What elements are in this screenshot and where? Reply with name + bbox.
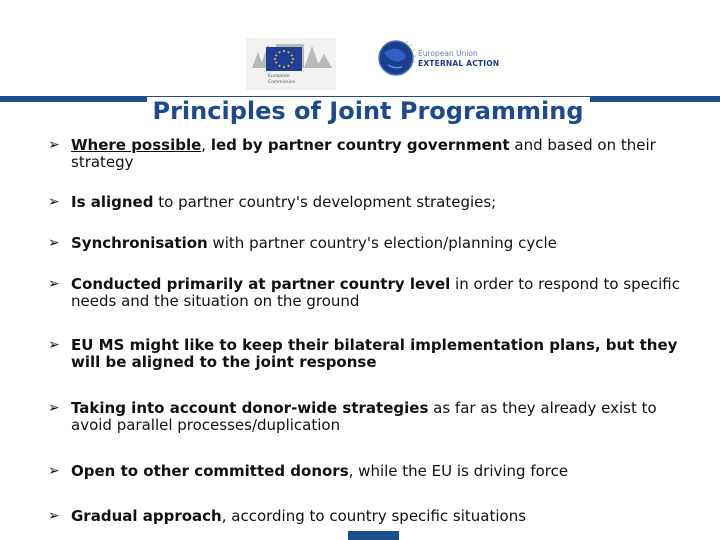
list-item [48, 194, 688, 211]
list-item [48, 276, 688, 310]
european-commission-logo [246, 38, 336, 90]
bullet-emphasis: Is aligned [71, 193, 154, 211]
bullet-text [71, 337, 688, 371]
bullet-text [71, 235, 688, 252]
arrow-bullet-icon: ➢ [48, 463, 60, 479]
bullet-rest: , according to country specific situations [221, 507, 527, 525]
bullet-rest: and based on their strategy [71, 136, 656, 171]
bullet-emphasis: led by partner country government [210, 136, 510, 154]
bullet-emphasis: EU MS might like to keep their bilateral implementation plans, but they will be aligned to the joint response [71, 336, 678, 371]
arrow-bullet-icon: ➢ [48, 337, 60, 353]
bullet-emphasis: Taking into account donor-wide strategies [71, 399, 429, 417]
footer-tab [348, 531, 399, 540]
arrow-bullet-icon: ➢ [48, 508, 60, 524]
bullet-text [71, 508, 688, 525]
bullet-rest: , [201, 136, 211, 154]
list-item [48, 235, 688, 252]
ec-caption-line2: Commission [268, 79, 296, 85]
list-item [48, 463, 688, 480]
bullet-rest: to partner country's development strategies; [153, 193, 497, 211]
bullet-text [71, 400, 688, 434]
eeas-line2: EXTERNAL ACTION [418, 59, 500, 68]
bullet-text [71, 276, 688, 310]
eeas-globe-logo-icon [376, 37, 418, 79]
list-item [48, 337, 688, 371]
arrow-bullet-icon: ➢ [48, 235, 60, 251]
bullet-rest: as far as they already exist to avoid parallel processes/duplication [71, 399, 657, 434]
bullet-emphasis: Conducted primarily at partner country level [71, 275, 451, 293]
eu-external-action-logo [376, 37, 516, 79]
slide-title [0, 96, 720, 126]
ec-logo-caption [268, 74, 295, 85]
list-item [48, 508, 688, 525]
bullet-rest: with partner country's election/planning cycle [207, 234, 557, 252]
eeas-logo-text [418, 49, 499, 69]
bullet-rest: , while the EU is driving force [348, 462, 569, 480]
slide-title-text: Principles of Joint Programming [147, 97, 590, 125]
bullet-text [71, 194, 688, 211]
arrow-bullet-icon: ➢ [48, 276, 60, 292]
arrow-bullet-icon: ➢ [48, 400, 60, 416]
bullet-emphasis: Synchronisation [71, 234, 208, 252]
eeas-line1: European Union [418, 49, 478, 58]
bullet-text [71, 137, 688, 171]
list-item [48, 137, 688, 171]
bullet-emphasis: Where possible [71, 136, 202, 154]
bullet-emphasis: Open to other committed donors [71, 462, 349, 480]
ec-caption-line1: European [268, 74, 290, 79]
arrow-bullet-icon: ➢ [48, 137, 60, 153]
bullet-rest: in order to respond to specific needs and the situation on the ground [71, 275, 680, 310]
bullet-emphasis: Gradual approach [71, 507, 222, 525]
list-item [48, 400, 688, 434]
arrow-bullet-icon: ➢ [48, 194, 60, 210]
bullet-text [71, 463, 688, 480]
